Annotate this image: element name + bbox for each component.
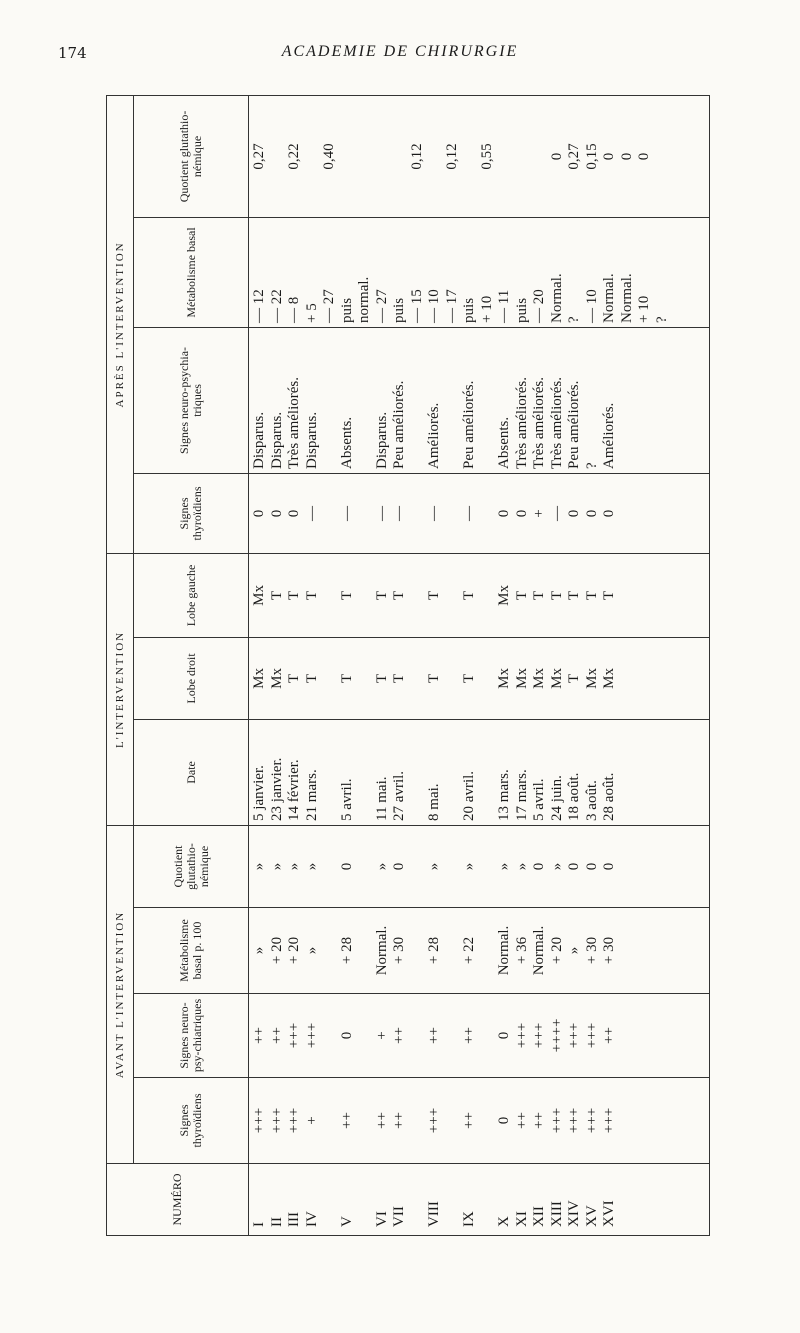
column-header-row (134, 95, 249, 1235)
cell-lobe-gauche: Mx T T T T T T T T Mx T T T T T T (249, 553, 710, 637)
col-before-neuro: Signes neuro-psy-chiatriques (134, 994, 249, 1078)
cell-before-quot: » » » » 0 » 0 » » » » 0 » 0 0 0 (249, 825, 710, 907)
cell-after-quot: 0,27 0,22 0,40 0,12 0,12 0,55 0 0,27 0,15 0 0 0 (249, 95, 710, 217)
results-table (106, 95, 710, 1236)
col-before-quot: Quotient glutathio-némique (134, 825, 249, 907)
cell-after-neuro: Disparus. Disparus. Très améliorés. Disparus. Absents. Disparus. Peu améliorés. Améliorés. Peu améliorés. Absents. Très améliorés. Très améliorés. Très améliorés. Peu améliorés. ? Améliorés. (249, 327, 710, 473)
rotated-table-container (106, 96, 710, 1236)
col-lobe-gauche: Lobe gauche (134, 553, 249, 637)
col-lobe-droit: Lobe droit (134, 637, 249, 719)
cell-before-neuro: ++ ++ +++ +++ 0 + ++ ++ ++ 0 +++ +++ ++++ +++ +++ ++ (249, 994, 710, 1078)
group-after: APRÈS L'INTERVENTION (107, 95, 134, 553)
cell-before-thyroid: +++ +++ +++ + ++ ++ ++ +++ ++ 0 ++ ++ +++ +++ +++ +++ (249, 1078, 710, 1164)
col-after-thyroid: Signes thyroïdiens (134, 473, 249, 553)
group-header-row (107, 95, 134, 1235)
group-before: AVANT L'INTERVENTION (107, 825, 134, 1163)
col-after-neuro: Signes neuro-psychia-triques (134, 327, 249, 473)
running-title: ACADEMIE DE CHIRURGIE (281, 43, 519, 60)
col-date: Date (134, 719, 249, 825)
group-during: L'INTERVENTION (107, 553, 134, 825)
cell-after-metab: — 12 — 22 — 8 + 5 — 27 puis normal. — 27 puis — 15 — 10 — 17 puis + 10 — 11 puis — 20 Normal. ? — 10 Normal. Normal. + 10 ? (249, 217, 710, 327)
cell-numero: I II III IV V VI VII VIII IX X XI XII XIII XIV XV XVI (249, 1164, 710, 1236)
cell-before-metab: » + 20 + 20 » + 28 Normal. + 30 + 28 + 22 Normal. + 36 Normal. + 20 » + 30 + 30 (249, 908, 710, 994)
table-body-row (249, 95, 710, 1235)
page-number: 174 (58, 44, 87, 62)
cell-date: 5 janvier. 23 janvier. 14 février. 21 mars. 5 avril. 11 mai. 27 avril. 8 mai. 20 avril. 13 mars. 17 mars. 5 avril. 24 juin. 18 août. 3 août. 28 août. (249, 719, 710, 825)
col-before-thyroid: Signes thyroïdiens (134, 1078, 249, 1164)
table-rotator (106, 96, 710, 1236)
col-before-metab: Métabolisme basal p. 100 (134, 908, 249, 994)
col-after-quot: Quotient glutathio-némique (134, 95, 249, 217)
col-numero: NUMÉRO (107, 1164, 249, 1236)
cell-after-thyroid: 0 0 0 — — — — — — 0 0 + — 0 0 0 (249, 473, 710, 553)
cell-lobe-droit: Mx Mx T T T T T T T Mx Mx Mx Mx T Mx Mx (249, 637, 710, 719)
col-after-metab: Métabolisme basal (134, 217, 249, 327)
